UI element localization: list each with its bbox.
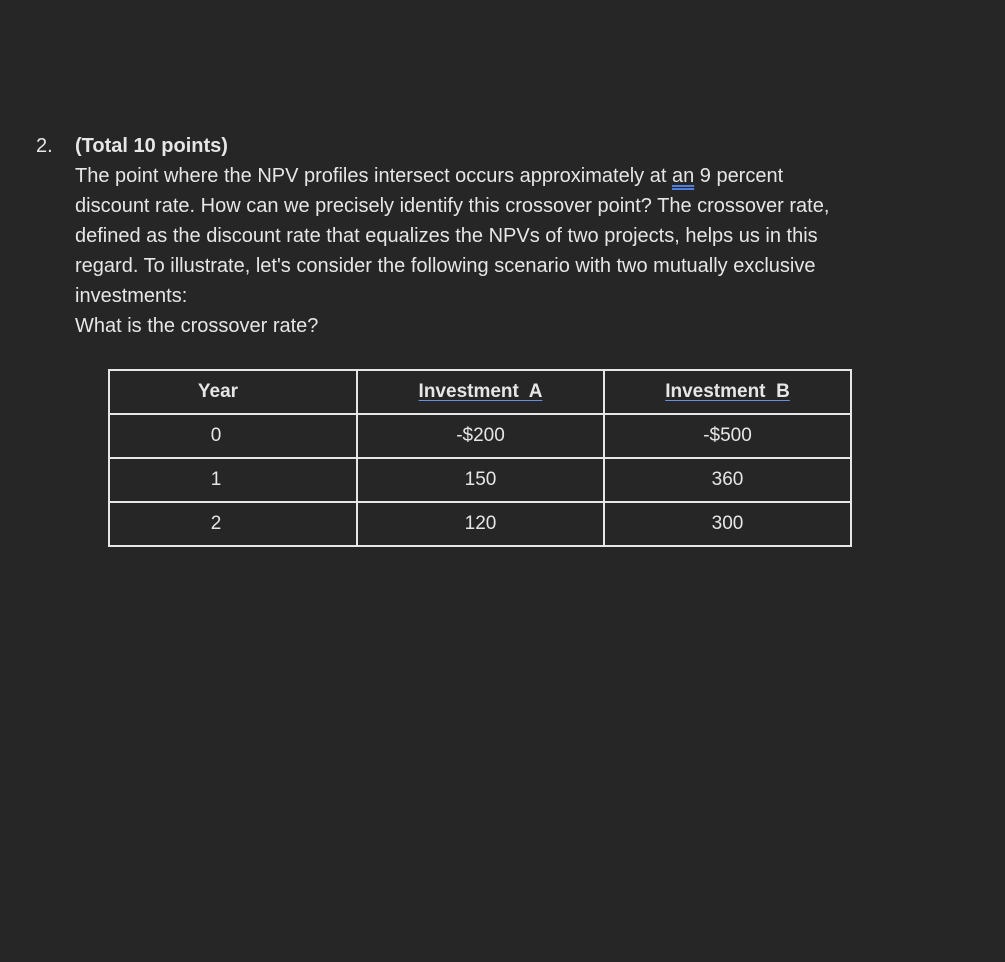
cell-year: 2 xyxy=(109,502,357,546)
cell-investment-a: 120 xyxy=(357,502,604,546)
question-heading: (Total 10 points) xyxy=(75,135,228,157)
question-content xyxy=(75,131,935,341)
cell-investment-a: -$200 xyxy=(357,414,604,458)
question-line-5: investments: xyxy=(75,285,188,307)
cell-investment-b: 300 xyxy=(604,502,851,546)
question-line-4: regard. To illustrate, let's consider the following scenario with two mutually exclusive xyxy=(75,255,816,277)
cell-investment-a: 150 xyxy=(357,458,604,502)
question-number: 2. xyxy=(36,135,53,157)
question-line-1 xyxy=(75,161,935,191)
table-header-row xyxy=(109,370,851,414)
table-row xyxy=(109,458,851,502)
cell-investment-b: 360 xyxy=(604,458,851,502)
table-row xyxy=(109,502,851,546)
header-investment-b: Investment B xyxy=(604,370,851,414)
question-line-1-after: 9 percent xyxy=(694,165,784,187)
question-line-1-before: The point where the NPV profiles intersect occurs approximately at xyxy=(75,165,672,187)
grammar-flagged-word[interactable]: an xyxy=(671,165,695,187)
cash-flow-table xyxy=(108,369,852,547)
question-prompt: What is the crossover rate? xyxy=(75,315,319,337)
question-line-3: defined as the discount rate that equalizes the NPVs of two projects, helps us in this xyxy=(75,225,818,247)
question-line-2: discount rate. How can we precisely identify this crossover point? The crossover rate, xyxy=(75,195,830,217)
header-investment-a: Investment A xyxy=(357,370,604,414)
table-row xyxy=(109,414,851,458)
header-year: Year xyxy=(109,370,357,414)
cell-investment-b: -$500 xyxy=(604,414,851,458)
cell-year: 1 xyxy=(109,458,357,502)
cell-year: 0 xyxy=(109,414,357,458)
